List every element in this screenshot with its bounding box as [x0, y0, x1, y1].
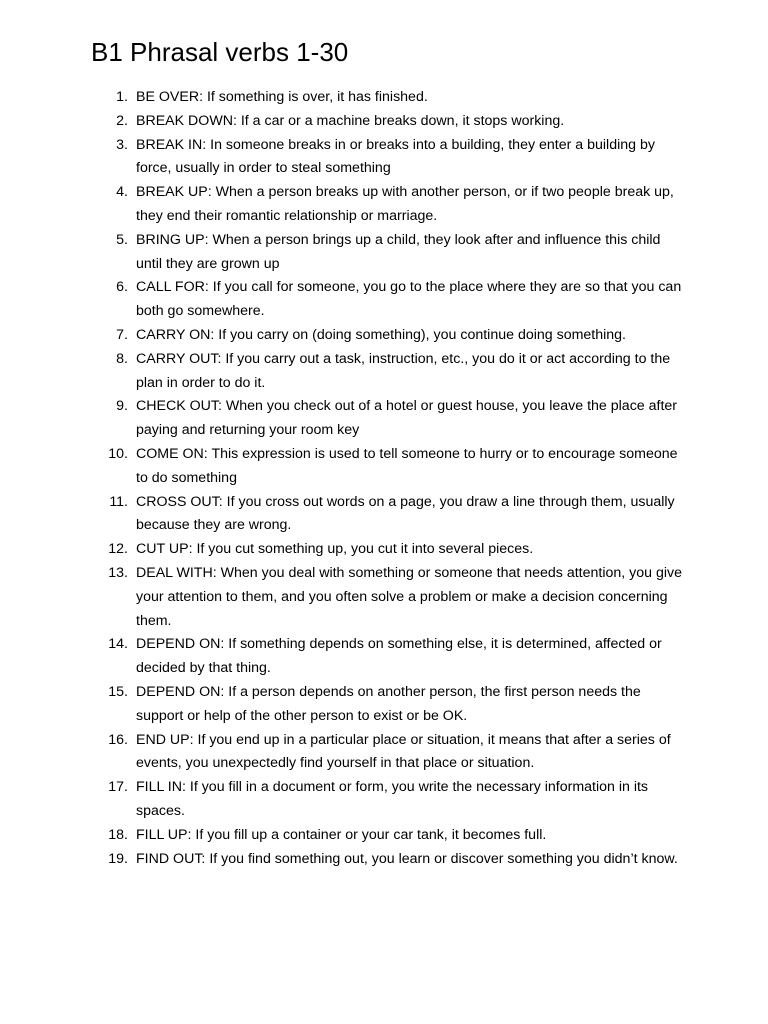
phrasal-verb-definition: If a person depends on another person, the first person needs the support or help of the other person to exist or be OK. — [136, 683, 641, 724]
phrasal-verb-term: DEPEND ON — [136, 636, 221, 653]
item-number: 3. — [116, 136, 128, 153]
item-number: 12. — [108, 541, 128, 558]
phrasal-verb-definition: If something depends on something else, it is determined, affected or decided by that thing. — [136, 636, 662, 677]
phrasal-verb-term: END UP — [136, 731, 190, 748]
item-number: 16. — [108, 731, 128, 748]
item-text: FIND OUT: If you find something out, you learn or discover something you didn’t know. — [136, 850, 678, 867]
item-text: CARRY OUT: If you carry out a task, instruction, etc., you do it or act according to the plan in order to do it. — [136, 350, 671, 391]
list-item — [0, 562, 768, 633]
list-item — [0, 681, 768, 729]
phrasal-verb-definition: When a person brings up a child, they look after and influence this child until they are grown up — [136, 231, 661, 272]
phrasal-verb-definition: If you carry on (doing something), you continue doing something. — [218, 326, 626, 343]
phrasal-verb-term: BREAK UP — [136, 184, 208, 201]
phrasal-verb-definition: If you cross out words on a page, you draw a line through them, usually because they are wrong. — [136, 493, 675, 534]
list-item — [0, 276, 768, 324]
phrasal-verb-definition: When you check out of a hotel or guest house, you leave the place after paying and returning your room key — [136, 398, 678, 439]
item-number: 7. — [116, 326, 128, 343]
item-text: BE OVER: If something is over, it has finished. — [136, 89, 428, 105]
item-number: 5. — [116, 231, 128, 248]
list-item — [0, 443, 768, 491]
item-text: CHECK OUT: When you check out of a hotel or guest house, you leave the place after paying and returning your room key — [136, 398, 678, 439]
item-text: FILL IN: If you fill in a document or form, you write the necessary information in its spaces. — [136, 779, 649, 819]
phrasal-verb-term: FILL IN — [136, 779, 182, 796]
phrasal-verb-term: BREAK DOWN — [136, 112, 233, 129]
item-text: FILL UP: If you fill up a container or your car tank, it becomes full. — [136, 826, 547, 843]
phrasal-verb-definition: If you fill in a document or form, you write the necessary information in its spaces. — [136, 779, 649, 819]
list-item — [0, 395, 768, 443]
phrasal-verb-term: CROSS OUT — [136, 493, 219, 510]
item-text: BREAK DOWN: If a car or a machine breaks down, it stops working. — [136, 112, 565, 129]
phrasal-verb-term: FIND OUT — [136, 850, 202, 867]
item-number: 6. — [116, 279, 128, 296]
item-text: DEPEND ON: If a person depends on another person, the first person needs the support or help of the other person to exist or be OK. — [136, 683, 641, 724]
page-title: B1 Phrasal verbs 1-30 — [91, 37, 349, 67]
item-number: 4. — [116, 184, 128, 201]
phrasal-verb-term: FILL UP — [136, 826, 188, 843]
phrasal-verb-term: CALL FOR — [136, 279, 205, 296]
item-number: 17. — [108, 779, 128, 796]
item-number: 1. — [116, 89, 128, 105]
list-item — [0, 324, 768, 348]
phrasal-verb-term: DEAL WITH — [136, 564, 213, 581]
phrasal-verb-term: CARRY OUT — [136, 350, 218, 367]
item-text: DEPEND ON: If something depends on something else, it is determined, affected or decided by that thing. — [136, 636, 662, 677]
phrasal-verb-term: CARRY ON — [136, 326, 211, 343]
list-item — [0, 848, 768, 872]
item-number: 15. — [108, 683, 128, 700]
phrasal-verb-definition: If you end up in a particular place or situation, it means that after a series of events, you unexpectedly find yourself in that place or situation. — [136, 731, 671, 772]
list-item — [0, 491, 768, 539]
list-item — [0, 110, 768, 134]
item-text: DEAL WITH: When you deal with something or someone that needs attention, you give your attention to them, and you often solve a problem or make a decision concerning them. — [136, 564, 683, 629]
item-text: CROSS OUT: If you cross out words on a page, you draw a line through them, usually because they are wrong. — [136, 493, 675, 534]
phrasal-verb-definition: This expression is used to tell someone to hurry or to encourage someone to do something — [136, 445, 678, 486]
list-item — [0, 538, 768, 562]
phrasal-verb-definition: When a person breaks up with another person, or if two people break up, they end their romantic relationship or marriage. — [136, 184, 674, 224]
item-number: 8. — [116, 350, 128, 367]
phrasal-verb-definition: If something is over, it has finished. — [206, 89, 428, 105]
phrasal-verb-definition: If you call for someone, you go to the place where they are so that you can both go somewhere. — [136, 279, 682, 320]
phrasal-verb-term: CHECK OUT — [136, 398, 218, 415]
list-item — [0, 86, 768, 110]
item-text: BREAK UP: When a person breaks up with another person, or if two people break up, they end their romantic relationship or marriage. — [136, 184, 674, 224]
phrasal-verb-definition: In someone breaks in or breaks into a building, they enter a building by force, usually in order to steal something — [136, 136, 655, 177]
phrasal-verb-definition: If you cut something up, you cut it into several pieces. — [196, 541, 534, 558]
list-item — [0, 633, 768, 681]
item-text: CUT UP: If you cut something up, you cut it into several pieces. — [136, 541, 534, 558]
phrasal-verb-term: COME ON — [136, 445, 204, 462]
list-item — [0, 729, 768, 777]
item-number: 2. — [116, 112, 128, 129]
phrasal-verb-definition: If you find something out, you learn or discover something you didn’t know. — [209, 850, 678, 867]
item-number: 11. — [109, 493, 128, 510]
list-item — [0, 181, 768, 229]
phrasal-verb-term: BRING UP — [136, 231, 205, 248]
item-text: BREAK IN: In someone breaks in or breaks into a building, they enter a building by force, usually in order to steal something — [136, 136, 655, 177]
item-number: 18. — [108, 826, 128, 843]
item-text: BRING UP: When a person brings up a child, they look after and influence this child until they are grown up — [136, 231, 661, 272]
phrasal-verb-definition: When you deal with something or someone that needs attention, you give your attention to them, and you often solve a problem or make a decision concerning them. — [136, 564, 683, 629]
item-text: CARRY ON: If you carry on (doing something), you continue doing something. — [136, 326, 626, 343]
phrasal-verb-list — [0, 86, 768, 871]
item-text: CALL FOR: If you call for someone, you go to the place where they are so that you can both go somewhere. — [136, 279, 682, 320]
item-number: 10. — [108, 445, 128, 462]
item-text: END UP: If you end up in a particular place or situation, it means that after a series of events, you unexpectedly find yourself in that place or situation. — [136, 731, 671, 772]
item-number: 13. — [108, 564, 128, 581]
list-item — [0, 348, 768, 396]
phrasal-verb-term: BREAK IN — [136, 136, 203, 153]
phrasal-verb-term: DEPEND ON — [136, 683, 221, 700]
phrasal-verb-definition: If a car or a machine breaks down, it stops working. — [240, 112, 565, 129]
item-number: 14. — [108, 636, 128, 653]
item-number: 9. — [116, 398, 128, 415]
list-item — [0, 134, 768, 182]
phrasal-verb-definition: If you fill up a container or your car tank, it becomes full. — [195, 826, 547, 843]
phrasal-verb-term: CUT UP — [136, 541, 189, 558]
list-item — [0, 824, 768, 848]
list-item — [0, 776, 768, 824]
item-text: COME ON: This expression is used to tell someone to hurry or to encourage someone to do something — [136, 445, 678, 486]
phrasal-verb-term: BE OVER — [136, 89, 200, 105]
item-number: 19. — [108, 850, 128, 867]
list-item — [0, 229, 768, 277]
phrasal-verb-definition: If you carry out a task, instruction, etc., you do it or act according to the plan in order to do it. — [136, 350, 671, 391]
